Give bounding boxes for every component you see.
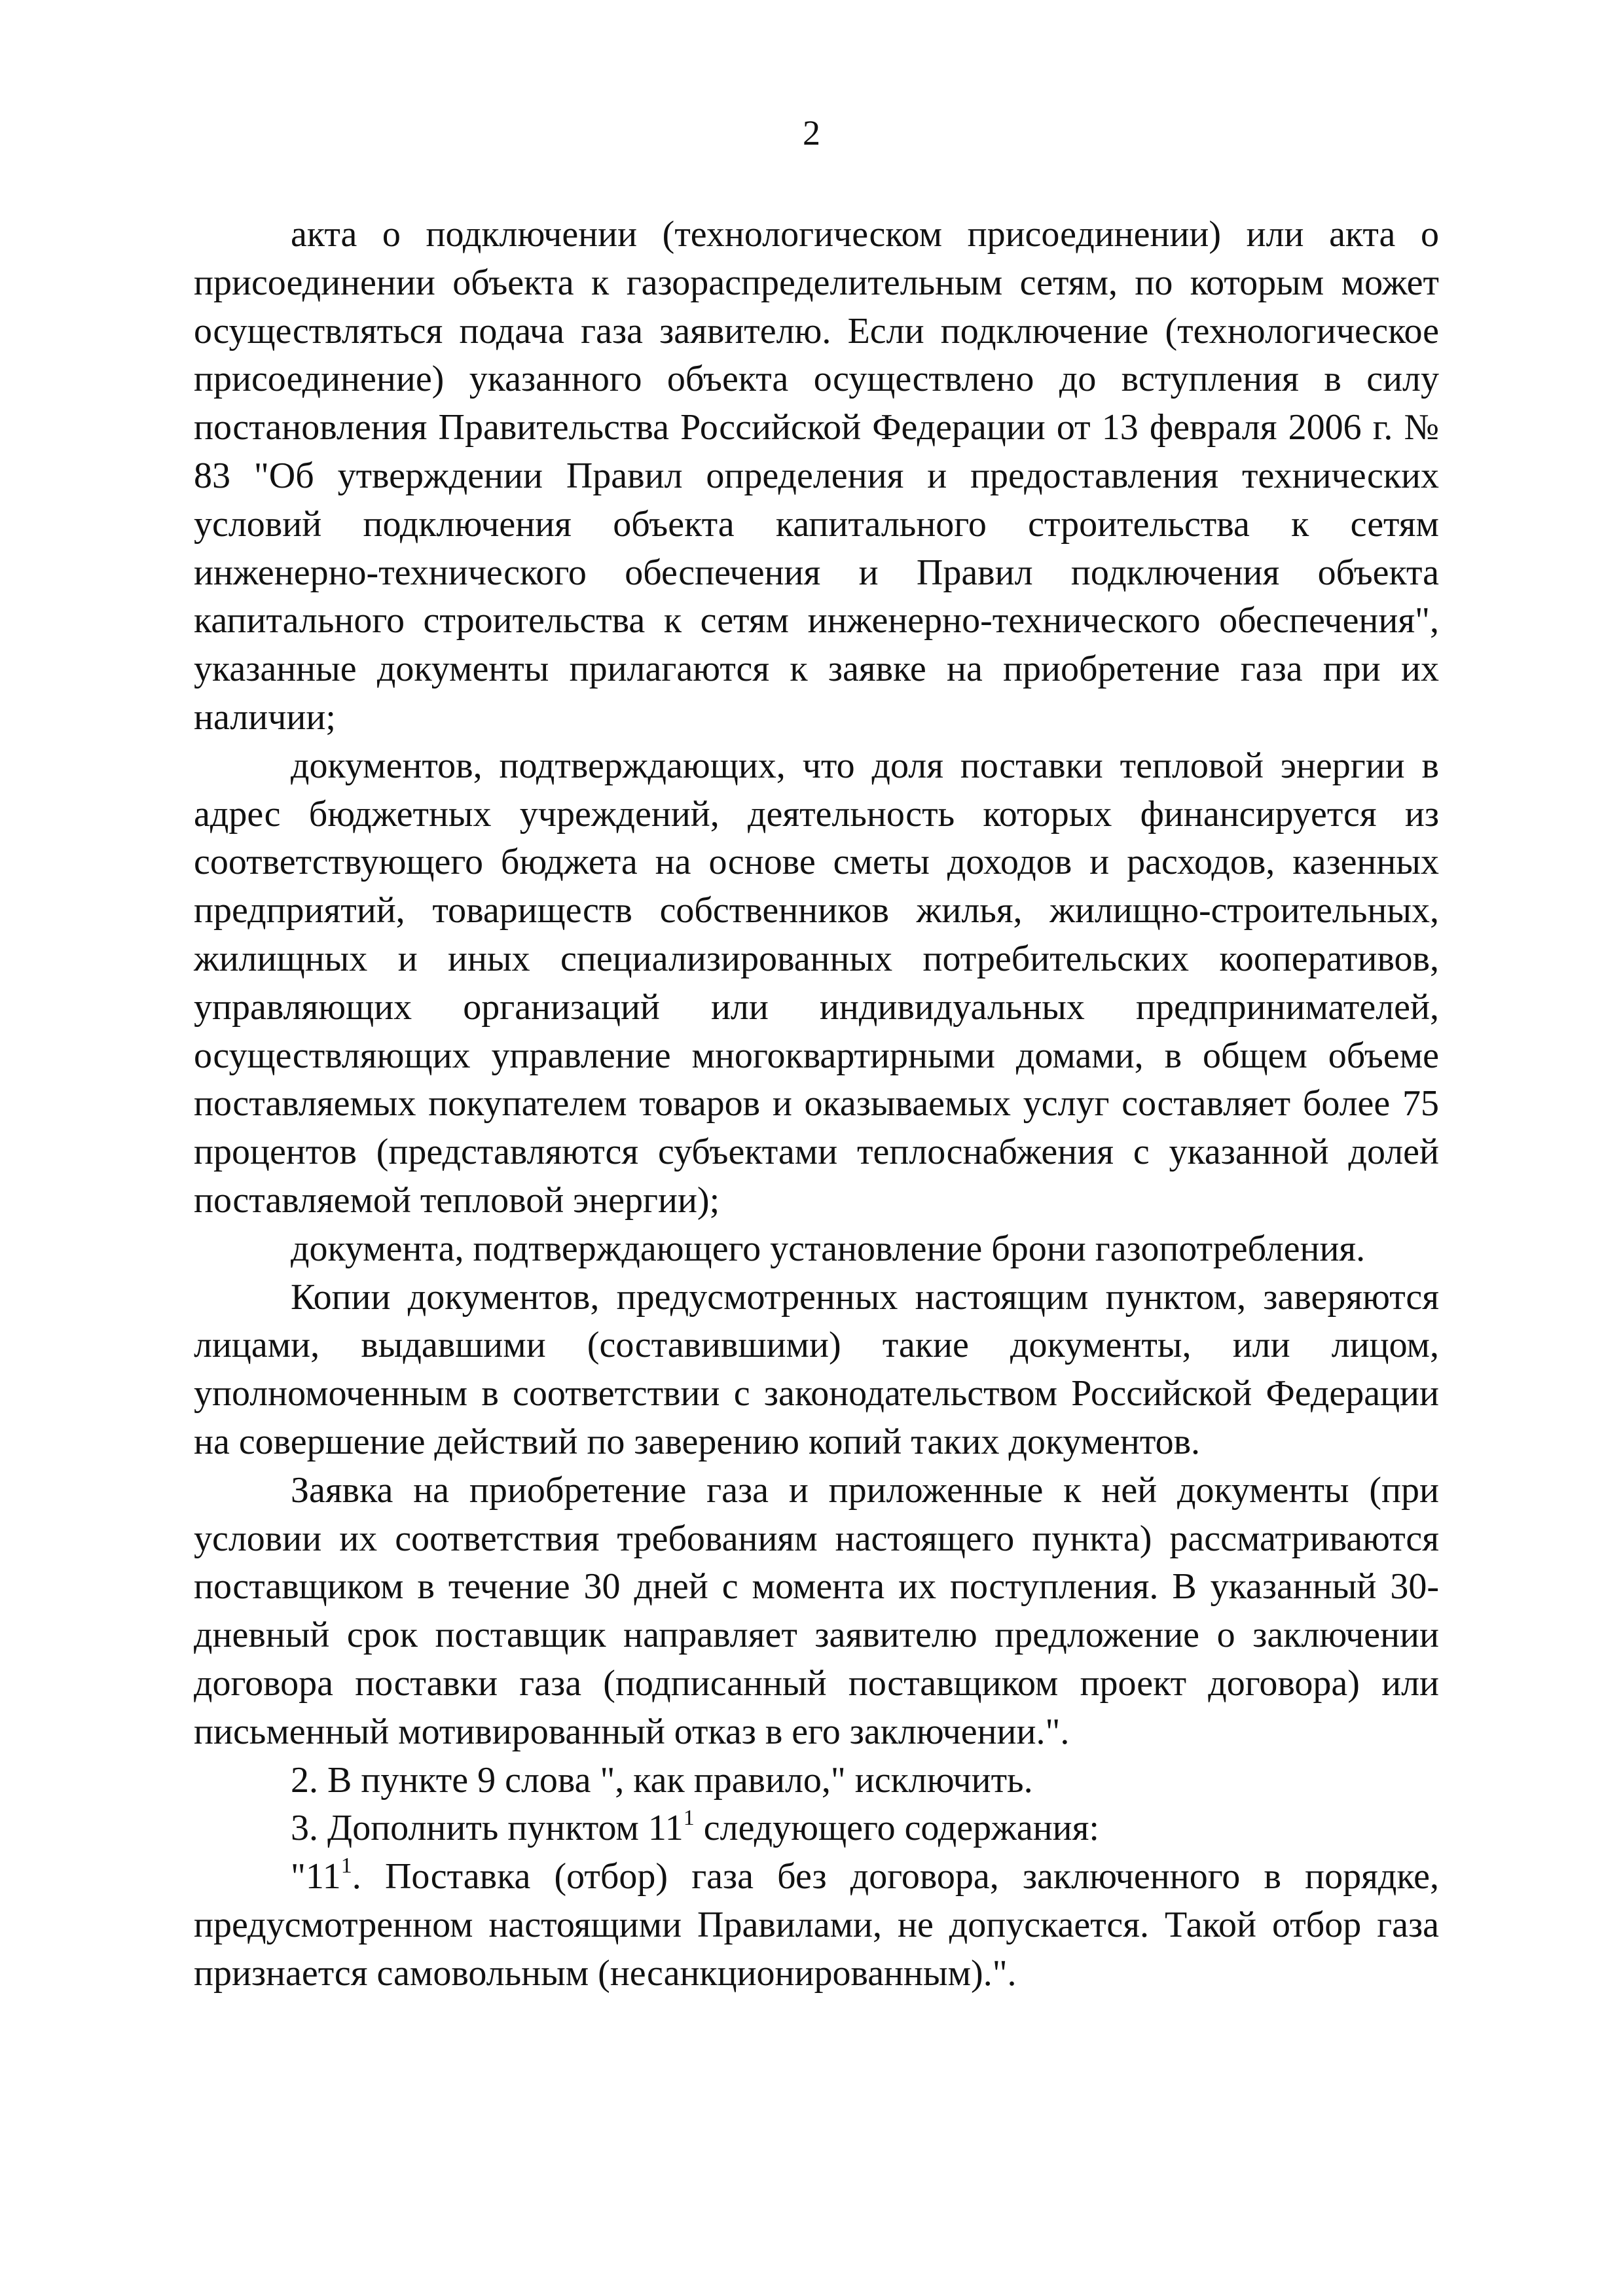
paragraph-item-2: 2. В пункте 9 слова ", как правило," исключить. [291, 1759, 1033, 1801]
paragraph-document-copies: Копии документов, предусмотренных настоящим пунктом, заверяются лицами, выдавшими (составившими) такие документы, или лицом, уполномоченным в соответствии с законодательством Российской Федерации на совершение действий по заверению копий таких документов. [194, 1276, 1439, 1462]
item-3-superscript: 1 [683, 1805, 695, 1830]
paragraph-item-11-1 [194, 1853, 1439, 1998]
paragraph-gas-reservation: документа, подтверждающего установление брони газопотребления. [291, 1228, 1366, 1269]
document-body [194, 211, 1439, 1998]
item-11-1-superscript: 1 [340, 1854, 352, 1878]
item-11-1-text-start: "11 [291, 1856, 341, 1897]
paragraph-heat-supply-documents: документов, подтверждающих, что доля поставки тепловой энергии в адрес бюджетных учреждений, деятельность которых финансируется из соответствующего бюджета на основе сметы доходов и расходов, казенных предприятий, товариществ собственников жилья, жилищно-строительных, жилищных и иных специализированных потребительских кооперативов, управляющих организаций или индивидуальных предпринимателей, осуществляющих управление многоквартирными домами, в общем объеме поставляемых покупателем товаров и оказываемых услуг составляет более 75 процентов (представляются субъектами теплоснабжения с указанной долей поставляемой тепловой энергии); [194, 745, 1439, 1221]
paragraph-application-review: Заявка на приобретение газа и приложенные к ней документы (при условии их соответствия требованиям настоящего пункта) рассматриваются поставщиком в течение 30 дней с момента их поступления. В указанный 30-дневный срок поставщик направляет заявителю предложение о заключении договора поставки газа (подписанный поставщиком проект договора) или письменный мотивированный отказ в его заключении.". [194, 1469, 1439, 1752]
item-3-text-end: следующего содержания: [694, 1808, 1099, 1849]
item-11-1-text-end: . Поставка (отбор) газа без договора, заключенного в порядке, предусмотренном настоящими Правилами, не допускается. Такой отбор газа признается самовольным (несанкционированным).". [194, 1856, 1439, 1994]
item-3-text-start: 3. Дополнить пунктом 11 [291, 1808, 684, 1849]
page-number: 2 [803, 113, 820, 152]
paragraph-act-documents: акта о подключении (технологическом присоединении) или акта о присоединении объекта к газораспределительным сетям, по которым может осуществляться подача газа заявителю. Если подключение (технологическое присоединение) указанного объекта осуществлено до вступления в силу постановления Правительства Российской Федерации от 13 февраля 2006 г. № 83 "Об утверждении Правил определения и предоставления технических условий подключения объекта капитального строительства к сетям инженерно-технического обеспечения и Правил подключения объекта капитального строительства к сетям инженерно-технического обеспечения", указанные документы прилагаются к заявке на приобретение газа при их наличии; [194, 214, 1439, 738]
paragraph-item-3 [194, 1804, 1439, 1853]
